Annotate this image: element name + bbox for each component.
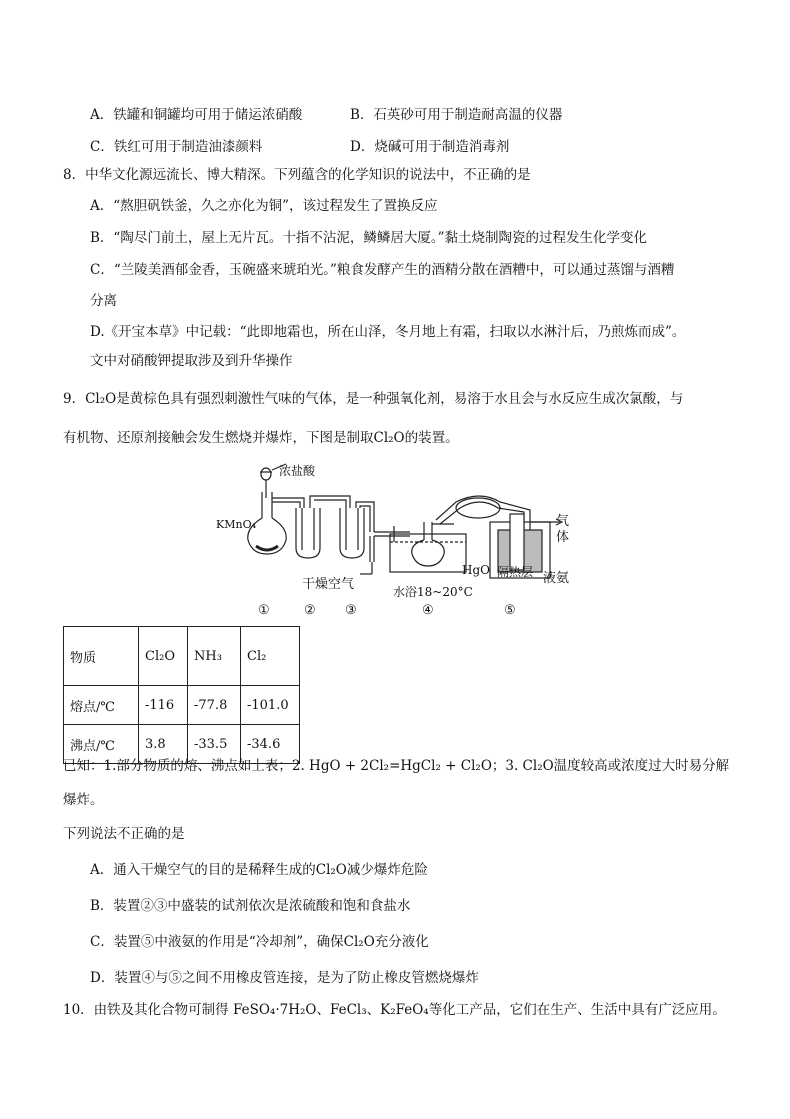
label-gas-2: 体 — [556, 530, 570, 545]
q9-ask: 下列说法不正确的是 — [63, 826, 185, 842]
q8-option-d-cont: 文中对硝酸钾提取涉及到升华操作 — [90, 353, 293, 369]
label-apparatus-2: ② — [304, 603, 316, 618]
q9-option-c: C．装置⑤中液氨的作用是“冷却剂”，确保Cl₂O充分液化 — [90, 934, 429, 950]
label-water-bath: 水浴18~20°C — [393, 585, 473, 599]
q7-option-d: D．烧碱可用于制造消毒剂 — [350, 139, 510, 155]
label-apparatus-5: ⑤ — [504, 603, 516, 618]
label-insulation: 隔热层 — [497, 565, 534, 579]
label-apparatus-3: ③ — [345, 603, 357, 618]
properties-table — [63, 626, 300, 764]
q9-option-d: D．装置④与⑤之间不用橡皮管连接，是为了防止橡皮管燃烧爆炸 — [90, 970, 479, 986]
table-header-row — [64, 627, 300, 686]
label-gas-1: 气 — [556, 514, 570, 529]
q7-option-b: B．石英砂可用于制造耐高温的仪器 — [350, 107, 563, 123]
label-apparatus-1: ① — [258, 603, 270, 618]
table-header-cell: 物质 — [64, 627, 139, 686]
table-cell: -101.0 — [241, 686, 300, 725]
q8-option-c-cont: 分离 — [90, 293, 117, 309]
table-header-cell: Cl₂O — [139, 627, 188, 686]
q7-option-a: A．铁罐和铜罐均可用于储运浓硝酸 — [90, 107, 303, 123]
label-hgo: HgO — [462, 563, 490, 577]
q9-known-2: 爆炸。 — [63, 792, 104, 808]
label-conc-hcl: 浓盐酸 — [279, 464, 316, 478]
q9-stem-1: 9．Cl₂O是黄棕色具有强烈刺激性气味的气体，是一种强氧化剂，易溶于水且会与水反应生成次氯酸，与 — [63, 391, 684, 407]
table-cell: -77.8 — [188, 686, 241, 725]
table-row — [64, 686, 300, 725]
table-cell: 3.8 — [139, 725, 188, 764]
q8-option-b: B．“陶尽门前土，屋上无片瓦。十指不沾泥，鳞鳞居大厦。”黏土烧制陶瓷的过程发生化学变化 — [90, 230, 647, 246]
table-header-cell: NH₃ — [188, 627, 241, 686]
q8-option-d: D.《开宝本草》中记载：“此即地霜也，所在山泽，冬月地上有霜，扫取以水淋汁后，乃煎炼而成”。 — [90, 324, 686, 340]
label-liquid-ammonia: 液氨 — [543, 571, 570, 586]
q8-option-c: C．“兰陵美酒郁金香，玉碗盛来琥珀光。”粮食发酵产生的酒精分散在酒糟中，可以通过蒸馏与酒糟 — [90, 262, 675, 278]
label-apparatus-4: ④ — [422, 603, 434, 618]
table-cell: 熔点/℃ — [64, 686, 139, 725]
q9-stem-2: 有机物、还原剂接触会发生燃烧并爆炸，下图是制取Cl₂O的装置。 — [63, 430, 459, 446]
q7-option-c: C．铁红可用于制造油漆颜料 — [90, 139, 263, 155]
q8-stem: 8．中华文化源远流长、博大精深。下列蕴含的化学知识的说法中，不正确的是 — [63, 167, 531, 183]
table-cell: 沸点/℃ — [64, 725, 139, 764]
q8-option-a: A．“熬胆矾铁釜，久之亦化为铜”，该过程发生了置换反应 — [90, 198, 438, 214]
table-cell: -116 — [139, 686, 188, 725]
q9-option-b: B．装置②③中盛装的试剂依次是浓硫酸和饱和食盐水 — [90, 898, 411, 914]
label-kmno4: KMnO₄ — [216, 518, 256, 531]
q9-known-1: 已知：1.部分物质的熔、沸点如上表；2. HgO + 2Cl₂=HgCl₂ + Cl₂O；3. Cl₂O温度较高或浓度过大时易分解 — [63, 758, 730, 774]
table-cell: -34.6 — [241, 725, 300, 764]
q10-stem: 10．由铁及其化合物可制得 FeSO₄·7H₂O、FeCl₃、K₂FeO₄等化工产品，它们在生产、生活中具有广泛应用。 — [63, 1002, 726, 1018]
label-dry-air: 干燥空气 — [302, 577, 355, 592]
table-header-cell: Cl₂ — [241, 627, 300, 686]
q9-option-a: A．通入干燥空气的目的是稀释生成的Cl₂O减少爆炸危险 — [90, 862, 428, 878]
table-cell: -33.5 — [188, 725, 241, 764]
